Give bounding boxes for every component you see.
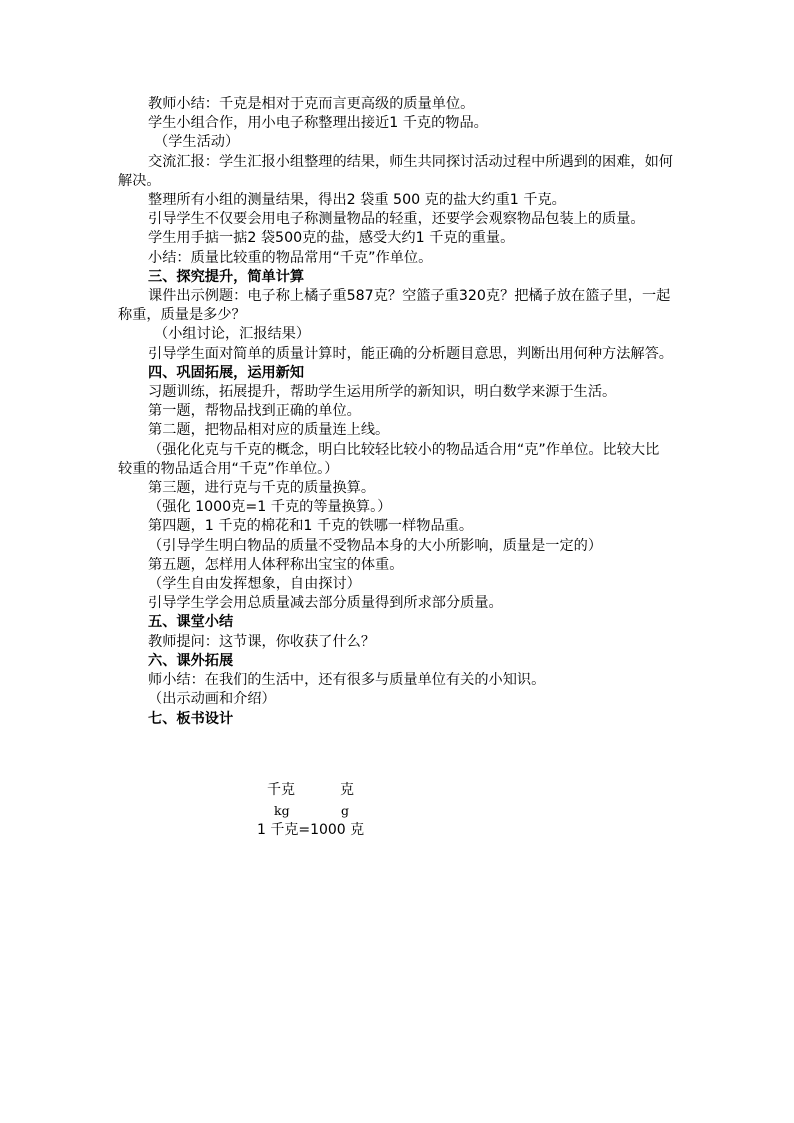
section-heading: 三、探究提升，简单计算: [148, 268, 305, 285]
paragraph: （小组讨论，汇报结果）: [154, 326, 311, 343]
paragraph: 第三题，进行克与千克的质量换算。: [148, 480, 376, 497]
section-heading: 四、巩固拓展，运用新知: [148, 364, 305, 381]
paragraph: 引导学生面对简单的质量计算时，能正确的分析题目意思，判断出用何种方法解答。: [148, 345, 673, 362]
paragraph: （出示动画和介绍）: [148, 691, 276, 708]
paragraph: 第一题，帮物品找到正确的单位。: [148, 403, 361, 420]
board-unit-g-symbol: g: [341, 803, 350, 818]
paragraph: 课件出示例题：电子称上橘子重587克？空篮子重320克？把橘子放在篮子里，一起称重，质量是多少？: [118, 288, 671, 324]
paragraph: 学生用手掂一掂2 袋500克的盐，感受大约1 千克的重量。: [148, 230, 515, 247]
paragraph: 引导学生学会用总质量减去部分质量得到所求部分质量。: [148, 595, 503, 612]
paragraph: 第二题，把物品相对应的质量连上线。: [148, 422, 390, 439]
paragraph: 习题训练，拓展提升，帮助学生运用所学的新知识，明白数学来源于生活。: [148, 384, 617, 401]
document-body: [118, 95, 673, 729]
section-heading: 七、板书设计: [148, 710, 234, 727]
paragraph: 整理所有小组的测量结果，得出2 袋重 500 克的盐大约重1 千克。: [148, 192, 566, 209]
board-conversion-equation: 1 千克=1000 克: [257, 822, 365, 838]
paragraph: 引导学生不仅要会用电子称测量物品的轻重，还要学会观察物品包装上的质量。: [148, 211, 645, 228]
paragraph: 教师提问：这节课，你收获了什么？: [148, 633, 376, 650]
paragraph: （强化化克与千克的概念，明白比较轻比较小的物品适合用“克”作单位。比较大比较重的物品适合用“千克”作单位。）: [118, 441, 660, 477]
board-unit-kilogram: 千克: [267, 782, 295, 798]
paragraph: （强化 1000克=1 千克的等量换算。）: [148, 499, 392, 516]
paragraph: 师小结：在我们的生活中，还有很多与质量单位有关的小知识。: [148, 672, 546, 689]
board-unit-gram: 克: [340, 782, 354, 798]
section-heading: 六、课外拓展: [148, 652, 234, 669]
paragraph: 学生小组合作，用小电子称整理出接近1 千克的物品。: [148, 115, 488, 132]
paragraph: 第五题，怎样用人体秤称出宝宝的体重。: [148, 556, 404, 573]
board-unit-kg-symbol: kg: [274, 803, 290, 818]
paragraph: 第四题，1 千克的棉花和1 千克的铁哪一样物品重。: [148, 518, 474, 535]
section-heading: 五、课堂小结: [148, 614, 234, 631]
paragraph: 小结：质量比较重的物品常用“千克”作单位。: [148, 249, 433, 266]
paragraph: 教师小结：千克是相对于克而言更高级的质量单位。: [148, 96, 475, 112]
paragraph: （学生自由发挥想象，自由探讨）: [148, 576, 361, 593]
paragraph: （学生活动）: [154, 134, 240, 151]
paragraph: 交流汇报：学生汇报小组整理的结果，师生共同探讨活动过程中所遇到的困难，如何解决。: [118, 153, 673, 189]
paragraph: （引导学生明白物品的质量不受物品本身的大小所影响，质量是一定的）: [148, 537, 603, 554]
